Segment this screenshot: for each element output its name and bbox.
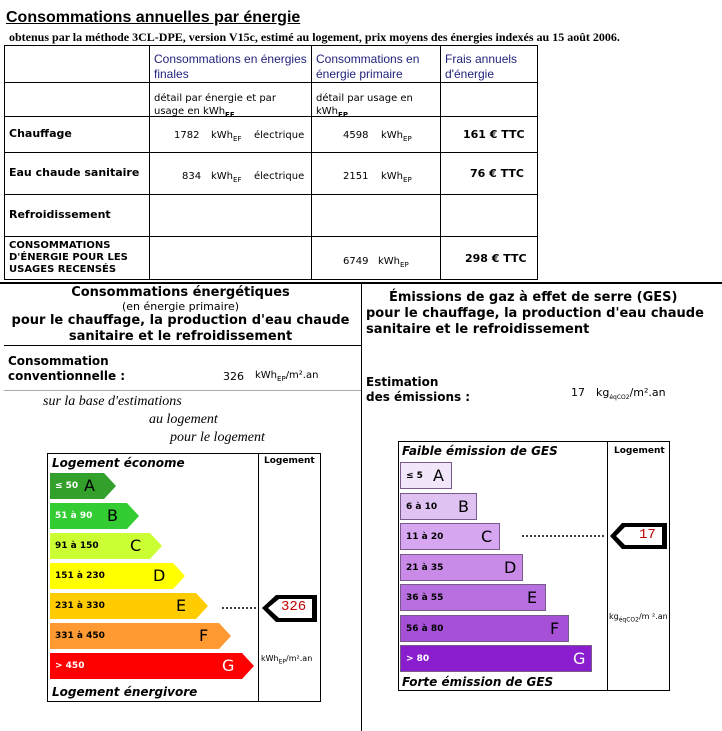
- cost-chauffage: 161 € TTC: [463, 128, 525, 141]
- energy-bar-letter: G: [222, 656, 235, 675]
- ep-unit-total: kWh$_{EP}$: [378, 256, 409, 269]
- ges-marker-value: 17: [639, 527, 656, 543]
- basis-line-3: pour le logement: [170, 430, 265, 445]
- ges-unit: $kg_{éqCO2}/m$ ².an: [609, 612, 668, 624]
- ges-bar-range: 21 à 35: [406, 563, 444, 573]
- energy-top-label: Logement économe: [52, 456, 185, 470]
- row-label-eau-chaude: Eau chaude sanitaire: [9, 166, 140, 179]
- ges-bar-a: [400, 462, 452, 489]
- energy-bar-b: [50, 503, 140, 529]
- col-header-primaire: Consommations en énergie primaire: [316, 52, 420, 81]
- ges-bar-letter: F: [550, 619, 560, 638]
- energy-title: Consommations énergétiques (en énergie primaire) pour le chauffage, la production d'eau chaude sanitaire et le refroidissement: [11, 285, 350, 344]
- energy-bar-range: 51 à 90: [55, 511, 93, 521]
- basis-line-2: au logement: [149, 412, 218, 427]
- ef-value-chauffage: 1782: [174, 130, 200, 141]
- cost-total: 298 € TTC: [465, 252, 527, 265]
- ges-bottom-label: Forte émission de GES: [402, 675, 554, 689]
- energy-col-label: Logement: [264, 456, 315, 466]
- ges-bar-letter: G: [573, 649, 586, 668]
- ges-est-value: 17: [571, 386, 585, 399]
- subheader-finales: détail par énergie et par usage en kWh$_{EF}$: [154, 93, 276, 119]
- energy-bar-letter: A: [84, 476, 95, 495]
- energy-bottom-label: Logement énergivore: [52, 685, 198, 699]
- ges-bar-range: 11 à 20: [406, 532, 444, 542]
- energy-marker-value: 326: [281, 599, 307, 615]
- energy-bar-letter: E: [176, 596, 187, 615]
- row-label-refroidissement: Refroidissement: [9, 208, 111, 221]
- energy-bar-range: ≤ 50: [55, 481, 79, 491]
- ges-bar-range: 6 à 10: [406, 502, 438, 512]
- ges-bar-letter: E: [527, 588, 538, 607]
- ges-bar-range: 36 à 55: [406, 593, 444, 603]
- energy-bar-letter: D: [153, 566, 166, 585]
- energy-bar-d: [50, 563, 186, 589]
- energy-bar-range: 331 à 450: [55, 631, 105, 641]
- energy-eau-chaude: électrique: [254, 171, 305, 182]
- ges-title: Émissions de gaz à effet de serre (GES) pour le chauffage, la production d'eau chaude sanitaire et le refroidissement: [366, 290, 704, 337]
- ges-bar-e: [400, 584, 546, 611]
- ges-bar-range: ≤ 5: [406, 471, 423, 481]
- energy-bar-c: [50, 533, 163, 559]
- basis-line-1: sur la base d'estimations: [43, 394, 182, 409]
- energy-bar-g: [50, 653, 255, 679]
- ep-value-total: 6749: [343, 256, 369, 267]
- ges-top-label: Faible émission de GES: [402, 444, 558, 458]
- ges-bar-range: > 80: [406, 654, 430, 664]
- page-title: Consommations annuelles par énergie: [6, 9, 301, 26]
- ef-value-eau-chaude: 834: [182, 171, 202, 182]
- energy-bar-range: 91 à 150: [55, 541, 99, 551]
- row-label-total: CONSOMMATIONS D'ÉNERGIE POUR LES USAGES RECENSÉS: [9, 240, 128, 275]
- energy-bar-a: [50, 473, 117, 499]
- energy-bar-letter: B: [107, 506, 118, 525]
- energy-bar-letter: F: [199, 626, 209, 645]
- ep-unit-chauffage: kWh$_{EP}$: [381, 130, 412, 143]
- ges-bar-c: [400, 523, 500, 550]
- ges-bar-letter: D: [504, 558, 517, 577]
- ges-est-unit: $kg_{éqCO2}/m^2.an$: [596, 386, 666, 402]
- col-header-frais: Frais annuels d'énergie: [445, 52, 518, 81]
- energy-bar-range: > 450: [55, 661, 85, 671]
- ges-bar-g: [400, 645, 592, 672]
- ges-bar-b: [400, 493, 477, 520]
- cost-eau-chaude: 76 € TTC: [470, 167, 524, 180]
- energy-bar-f: [50, 623, 232, 649]
- energy-chauffage: électrique: [254, 130, 305, 141]
- energy-bar-range: 231 à 330: [55, 601, 105, 611]
- energy-bar-e: [50, 593, 209, 619]
- column-divider: [361, 284, 362, 731]
- conso-value: 326: [223, 370, 244, 383]
- conso-unit: kWh$_{EP}$/m².an: [255, 370, 319, 383]
- ges-col-label: Logement: [614, 446, 665, 456]
- energy-bar-range: 151 à 230: [55, 571, 105, 581]
- ef-unit-chauffage: kWh$_{EF}$: [211, 130, 242, 143]
- row-label-chauffage: Chauffage: [9, 127, 72, 140]
- ges-bar-f: [400, 615, 569, 642]
- ep-value-eau-chaude: 2151: [343, 171, 369, 182]
- ges-est-label: Estimation des émissions :: [366, 375, 471, 404]
- ges-bar-letter: A: [433, 466, 444, 485]
- ges-bar-d: [400, 554, 523, 581]
- ges-bar-letter: B: [458, 497, 469, 516]
- ges-bar-range: 56 à 80: [406, 624, 444, 634]
- conso-label: Consommation conventionnelle :: [8, 354, 126, 383]
- ef-unit-eau-chaude: kWh$_{EF}$: [211, 171, 242, 184]
- ep-unit-eau-chaude: kWh$_{EP}$: [381, 171, 412, 184]
- ges-bar-letter: C: [481, 527, 493, 546]
- subheader-primaire: détail par usage en kWh$_{EP}$: [316, 93, 413, 119]
- ep-value-chauffage: 4598: [343, 130, 369, 141]
- energy-unit: kWh$_{EP}$/m².an: [261, 654, 313, 666]
- page-subtitle: obtenus par la méthode 3CL-DPE, version V15c, estimé au logement, prix moyens des énergies indexés au 15 août 2006.: [9, 30, 620, 44]
- col-header-finales: Consommations en énergies finales: [154, 52, 307, 81]
- energy-bar-letter: C: [130, 536, 142, 555]
